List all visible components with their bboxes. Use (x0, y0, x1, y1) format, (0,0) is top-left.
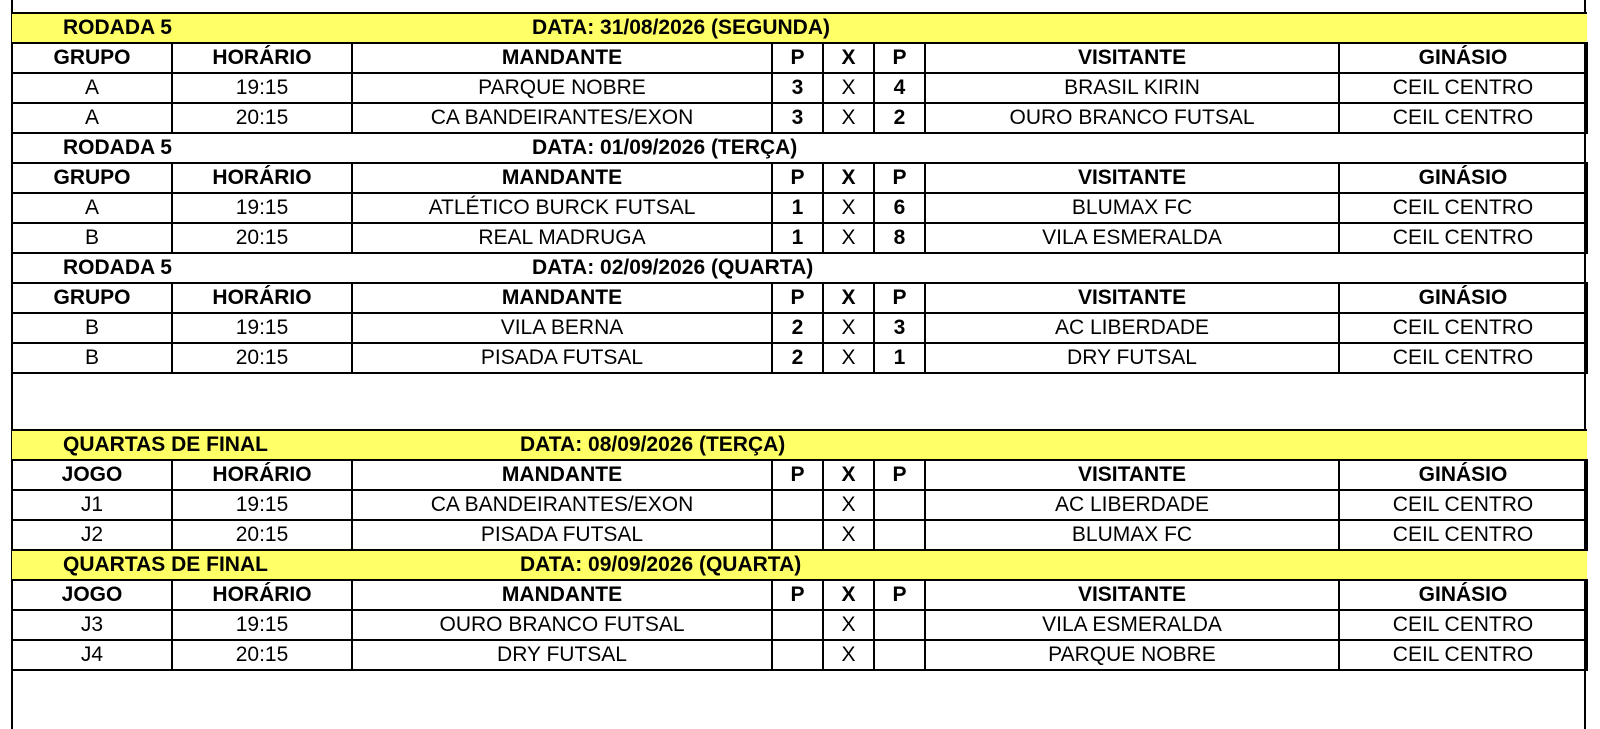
round-title: RODADA 5 (12, 13, 772, 43)
match-time: 19:15 (172, 313, 352, 343)
match-venue: CEIL CENTRO (1339, 313, 1587, 343)
quarterfinal-block (11, 429, 1588, 671)
column-header-row (12, 283, 1587, 313)
header-horario: HORÁRIO (172, 163, 352, 193)
match-away-score (874, 610, 925, 640)
round-date: DATA: 02/09/2026 (QUARTA) (772, 253, 1587, 283)
match-versus: X (823, 223, 874, 253)
round-title-row (12, 550, 1587, 580)
match-versus: X (823, 103, 874, 133)
match-home-score: 3 (772, 103, 823, 133)
header-ginasio: GINÁSIO (1339, 43, 1587, 73)
round-title: RODADA 5 (12, 253, 772, 283)
match-home-team: OURO BRANCO FUTSAL (352, 610, 772, 640)
match-row (12, 610, 1587, 640)
match-home-score: 1 (772, 193, 823, 223)
round-title-row (12, 133, 1587, 163)
header-ginasio: GINÁSIO (1339, 163, 1587, 193)
match-row (12, 313, 1587, 343)
match-row (12, 223, 1587, 253)
header-mandante: MANDANTE (352, 580, 772, 610)
header-visitante: VISITANTE (925, 163, 1339, 193)
match-venue: CEIL CENTRO (1339, 73, 1587, 103)
header-x: X (823, 460, 874, 490)
match-time: 20:15 (172, 103, 352, 133)
header-visitante: VISITANTE (925, 460, 1339, 490)
round-date: DATA: 31/08/2026 (SEGUNDA) (772, 13, 1587, 43)
match-group: B (12, 223, 172, 253)
match-venue: CEIL CENTRO (1339, 520, 1587, 550)
match-time: 20:15 (172, 223, 352, 253)
header-mandante: MANDANTE (352, 283, 772, 313)
header-p-home: P (772, 460, 823, 490)
match-away-score: 8 (874, 223, 925, 253)
round-block-1 (11, 12, 1588, 374)
match-venue: CEIL CENTRO (1339, 193, 1587, 223)
match-versus: X (823, 313, 874, 343)
header-grupo: GRUPO (12, 283, 172, 313)
match-home-score: 2 (772, 313, 823, 343)
match-venue: CEIL CENTRO (1339, 103, 1587, 133)
match-away-team: AC LIBERDADE (925, 490, 1339, 520)
match-home-team: CA BANDEIRANTES/EXON (352, 490, 772, 520)
header-grupo: GRUPO (12, 43, 172, 73)
header-p-away: P (874, 460, 925, 490)
match-row (12, 640, 1587, 670)
match-row (12, 490, 1587, 520)
match-home-team: PISADA FUTSAL (352, 343, 772, 373)
match-time: 19:15 (172, 193, 352, 223)
match-game: J1 (12, 490, 172, 520)
match-versus: X (823, 343, 874, 373)
match-home-team: DRY FUTSAL (352, 640, 772, 670)
match-home-team: PARQUE NOBRE (352, 73, 772, 103)
match-game: J4 (12, 640, 172, 670)
header-p-home: P (772, 283, 823, 313)
header-ginasio: GINÁSIO (1339, 283, 1587, 313)
match-venue: CEIL CENTRO (1339, 490, 1587, 520)
match-home-score: 3 (772, 73, 823, 103)
match-versus: X (823, 640, 874, 670)
match-away-score (874, 520, 925, 550)
match-versus: X (823, 193, 874, 223)
match-away-team: BLUMAX FC (925, 193, 1339, 223)
match-venue: CEIL CENTRO (1339, 343, 1587, 373)
round-title: QUARTAS DE FINAL (12, 550, 772, 580)
column-header-row (12, 43, 1587, 73)
match-game: J2 (12, 520, 172, 550)
header-ginasio: GINÁSIO (1339, 460, 1587, 490)
match-away-team: DRY FUTSAL (925, 343, 1339, 373)
match-away-team: PARQUE NOBRE (925, 640, 1339, 670)
match-away-score (874, 490, 925, 520)
round-date: DATA: 08/09/2026 (TERÇA) (772, 430, 1587, 460)
match-group: A (12, 103, 172, 133)
match-home-score: 2 (772, 343, 823, 373)
header-p-home: P (772, 580, 823, 610)
match-group: A (12, 193, 172, 223)
match-group: B (12, 343, 172, 373)
match-time: 20:15 (172, 520, 352, 550)
match-group: A (12, 73, 172, 103)
header-visitante: VISITANTE (925, 43, 1339, 73)
match-home-score (772, 610, 823, 640)
header-visitante: VISITANTE (925, 580, 1339, 610)
header-x: X (823, 43, 874, 73)
match-versus: X (823, 610, 874, 640)
match-time: 19:15 (172, 610, 352, 640)
match-venue: CEIL CENTRO (1339, 610, 1587, 640)
match-away-score: 3 (874, 313, 925, 343)
match-home-team: REAL MADRUGA (352, 223, 772, 253)
match-row (12, 193, 1587, 223)
match-game: J3 (12, 610, 172, 640)
match-versus: X (823, 490, 874, 520)
round-title-row (12, 430, 1587, 460)
match-time: 20:15 (172, 640, 352, 670)
header-p-away: P (874, 43, 925, 73)
header-mandante: MANDANTE (352, 460, 772, 490)
match-away-team: VILA ESMERALDA (925, 223, 1339, 253)
match-away-team: VILA ESMERALDA (925, 610, 1339, 640)
match-away-team: BLUMAX FC (925, 520, 1339, 550)
header-x: X (823, 163, 874, 193)
round-date: DATA: 01/09/2026 (TERÇA) (772, 133, 1587, 163)
match-away-team: BRASIL KIRIN (925, 73, 1339, 103)
match-home-team: CA BANDEIRANTES/EXON (352, 103, 772, 133)
match-venue: CEIL CENTRO (1339, 223, 1587, 253)
header-visitante: VISITANTE (925, 283, 1339, 313)
match-row (12, 343, 1587, 373)
header-p-away: P (874, 163, 925, 193)
header-horario: HORÁRIO (172, 580, 352, 610)
header-horario: HORÁRIO (172, 43, 352, 73)
round-title-row (12, 13, 1587, 43)
match-row (12, 520, 1587, 550)
column-header-row (12, 580, 1587, 610)
match-away-score: 1 (874, 343, 925, 373)
match-venue: CEIL CENTRO (1339, 640, 1587, 670)
match-versus: X (823, 73, 874, 103)
match-group: B (12, 313, 172, 343)
round-date: DATA: 09/09/2026 (QUARTA) (772, 550, 1587, 580)
round-title-row (12, 253, 1587, 283)
header-ginasio: GINÁSIO (1339, 580, 1587, 610)
match-away-team: AC LIBERDADE (925, 313, 1339, 343)
header-mandante: MANDANTE (352, 43, 772, 73)
match-away-score: 4 (874, 73, 925, 103)
header-grupo: GRUPO (12, 163, 172, 193)
header-p-away: P (874, 283, 925, 313)
match-time: 19:15 (172, 490, 352, 520)
header-mandante: MANDANTE (352, 163, 772, 193)
header-horario: HORÁRIO (172, 283, 352, 313)
match-time: 19:15 (172, 73, 352, 103)
header-x: X (823, 283, 874, 313)
match-away-score (874, 640, 925, 670)
match-row (12, 73, 1587, 103)
header-horario: HORÁRIO (172, 460, 352, 490)
match-away-score: 2 (874, 103, 925, 133)
match-home-score (772, 490, 823, 520)
match-away-score: 6 (874, 193, 925, 223)
match-time: 20:15 (172, 343, 352, 373)
header-p-home: P (772, 163, 823, 193)
match-row (12, 103, 1587, 133)
header-x: X (823, 580, 874, 610)
header-p-away: P (874, 580, 925, 610)
round-title: QUARTAS DE FINAL (12, 430, 772, 460)
schedule-sheet (11, 0, 1586, 729)
column-header-row (12, 460, 1587, 490)
match-home-score (772, 520, 823, 550)
match-home-team: PISADA FUTSAL (352, 520, 772, 550)
round-title: RODADA 5 (12, 133, 772, 163)
match-home-score: 1 (772, 223, 823, 253)
match-home-team: VILA BERNA (352, 313, 772, 343)
header-p-home: P (772, 43, 823, 73)
column-header-row (12, 163, 1587, 193)
match-away-team: OURO BRANCO FUTSAL (925, 103, 1339, 133)
match-versus: X (823, 520, 874, 550)
header-jogo: JOGO (12, 580, 172, 610)
match-home-team: ATLÉTICO BURCK FUTSAL (352, 193, 772, 223)
match-home-score (772, 640, 823, 670)
header-jogo: JOGO (12, 460, 172, 490)
